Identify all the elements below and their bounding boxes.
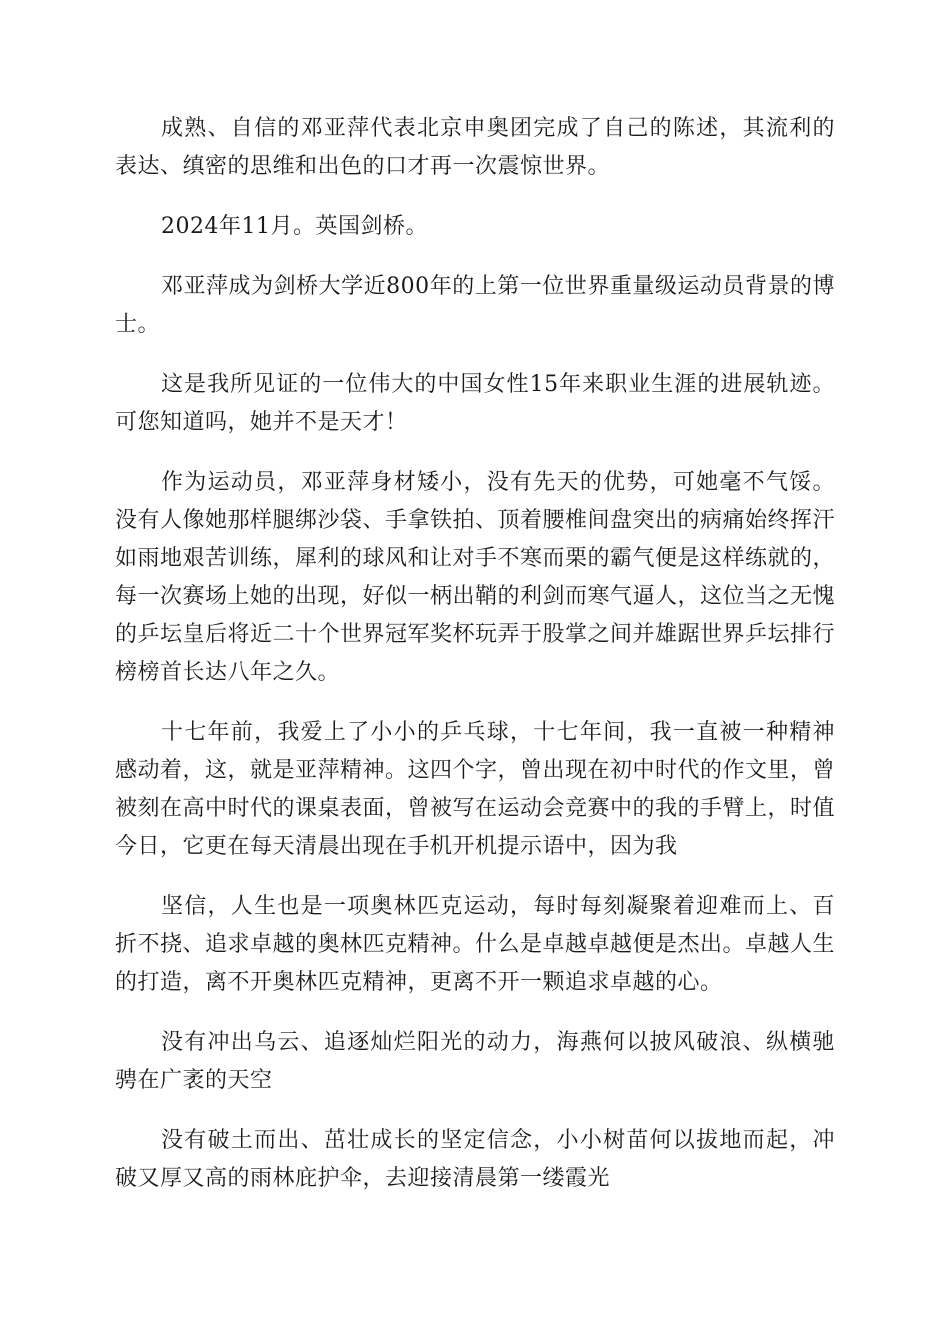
paragraph: 没有冲出乌云、追逐灿烂阳光的动力，海燕何以披风破浪、纵横驰骋在广袤的天空 <box>115 1030 835 1093</box>
document-body <box>115 110 835 1220</box>
paragraph: 十七年前，我爱上了小小的乒乓球，十七年间，我一直被一种精神感动着，这，就是亚萍精神。这四个字，曾出现在初中时代的作文里，曾被刻在高中时代的课桌表面，曾被写在运动会竞赛中的我的手臂上，时值今日，它更在每天清晨出现在手机开机提示语中，因为我 <box>115 720 836 859</box>
paragraph: 没有破土而出、茁壮成长的坚定信念，小小树苗何以拔地而起，冲破又厚又高的雨林庇护伞，去迎接清晨第一缕霞光 <box>115 1128 835 1191</box>
paragraph: 成熟、自信的邓亚萍代表北京申奥团完成了自己的陈述，其流利的表达、缜密的思维和出色的口才再一次震惊世界。 <box>115 116 835 179</box>
paragraph: 坚信，人生也是一项奥林匹克运动，每时每刻凝聚着迎难而上、百折不挠、追求卓越的奥林匹克精神。什么是卓越卓越便是杰出。卓越人生的打造，离不开奥林匹克精神，更离不开一颗追求卓越的心。 <box>115 894 836 995</box>
paragraph: 作为运动员，邓亚萍身材矮小，没有先天的优势，可她毫不气馁。没有人像她那样腿绑沙袋、手拿铁拍、顶着腰椎间盘突出的病痛始终挥汗如雨地艰苦训练，犀利的球风和让对手不寒而栗的霸气便是这样练就的，每一次赛场上她的出现，好似一柄出鞘的利剑而寒气逼人，这位当之无愧的乒坛皇后将近二十个世界冠军奖杯玩弄于股掌之间并雄踞世界乒坛排行榜榜首长达八年之久。 <box>115 470 836 685</box>
paragraph: 这是我所见证的一位伟大的中国女性15年来职业生涯的进展轨迹。可您知道吗，她并不是天才！ <box>115 372 835 435</box>
paragraph: 邓亚萍成为剑桥大学近800年的上第一位世界重量级运动员背景的博士。 <box>115 274 835 337</box>
paragraph: 2024年11月。英国剑桥。 <box>161 214 428 239</box>
